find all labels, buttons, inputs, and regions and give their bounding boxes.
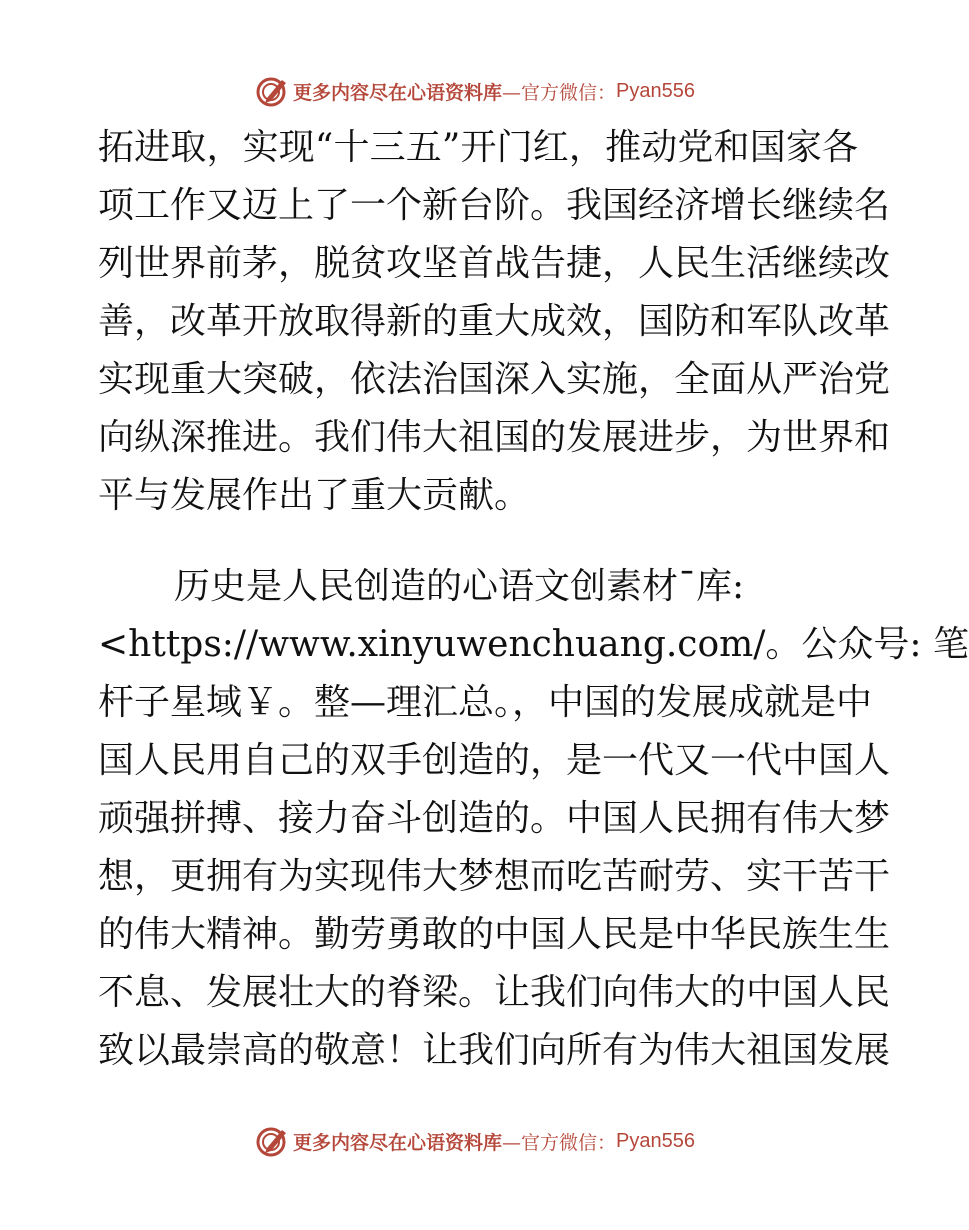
text-line: 顽强拼搏、接力奋斗创造的。中国人民拥有伟大梦 — [98, 798, 891, 839]
text-line: 想，更拥有为实现伟大梦想而吃苦耐劳、实干苦干 — [98, 856, 891, 897]
watermark-account: Pyan556 — [616, 1129, 695, 1152]
text-line: 项工作又迈上了一个新台阶。我国经济增长继续名 — [98, 185, 891, 226]
text-line: <https://www.xinyuwenchuang.com/。公众号: 笔 — [98, 624, 969, 665]
text-line: 杆子星域￥。整—理汇总。，中国的发展成就是中 — [98, 682, 873, 723]
text-line: 致以最崇高的敬意！让我们向所有为伟大祖国发展 — [98, 1030, 891, 1071]
paragraph — [98, 119, 891, 525]
pen-logo-icon — [255, 74, 289, 108]
watermark-separator: —官方微信： — [502, 81, 617, 104]
watermark-text: 更多内容尽在心语资料库 — [293, 81, 503, 104]
pen-logo-icon — [255, 1124, 289, 1158]
text-line: 列世界前茅，脱贫攻坚首战告捷，人民生活继续改 — [98, 243, 891, 284]
watermark-account: Pyan556 — [616, 79, 695, 102]
watermark-text: 更多内容尽在心语资料库 — [293, 1131, 503, 1154]
text-line: 善，改革开放取得新的重大成效，国防和军队改革 — [98, 301, 891, 342]
text-line: 实现重大突破，依法治国深入实施，全面从严治党 — [98, 359, 891, 400]
text-line: 向纵深推进。我们伟大祖国的发展进步，为世界和 — [98, 417, 891, 458]
footer-watermark — [0, 1121, 950, 1161]
text-line: 拓进取，实现“十三五”开门红，推动党和国家各 — [98, 127, 858, 168]
paragraph — [98, 558, 969, 1080]
document-body — [98, 119, 969, 1080]
text-line: 国人民用自己的双手创造的，是一代又一代中国人 — [98, 740, 891, 781]
text-line: 平与发展作出了重大贡献。 — [98, 475, 531, 516]
header-watermark — [0, 71, 950, 111]
watermark-separator: —官方微信： — [502, 1131, 617, 1154]
text-line: 历史是人民创造的心语文创素材¯库: — [174, 566, 745, 607]
text-line: 的伟大精神。勤劳勇敢的中国人民是中华民族生生 — [98, 914, 891, 955]
text-line: 不息、发展壮大的脊梁。让我们向伟大的中国人民 — [98, 972, 891, 1013]
